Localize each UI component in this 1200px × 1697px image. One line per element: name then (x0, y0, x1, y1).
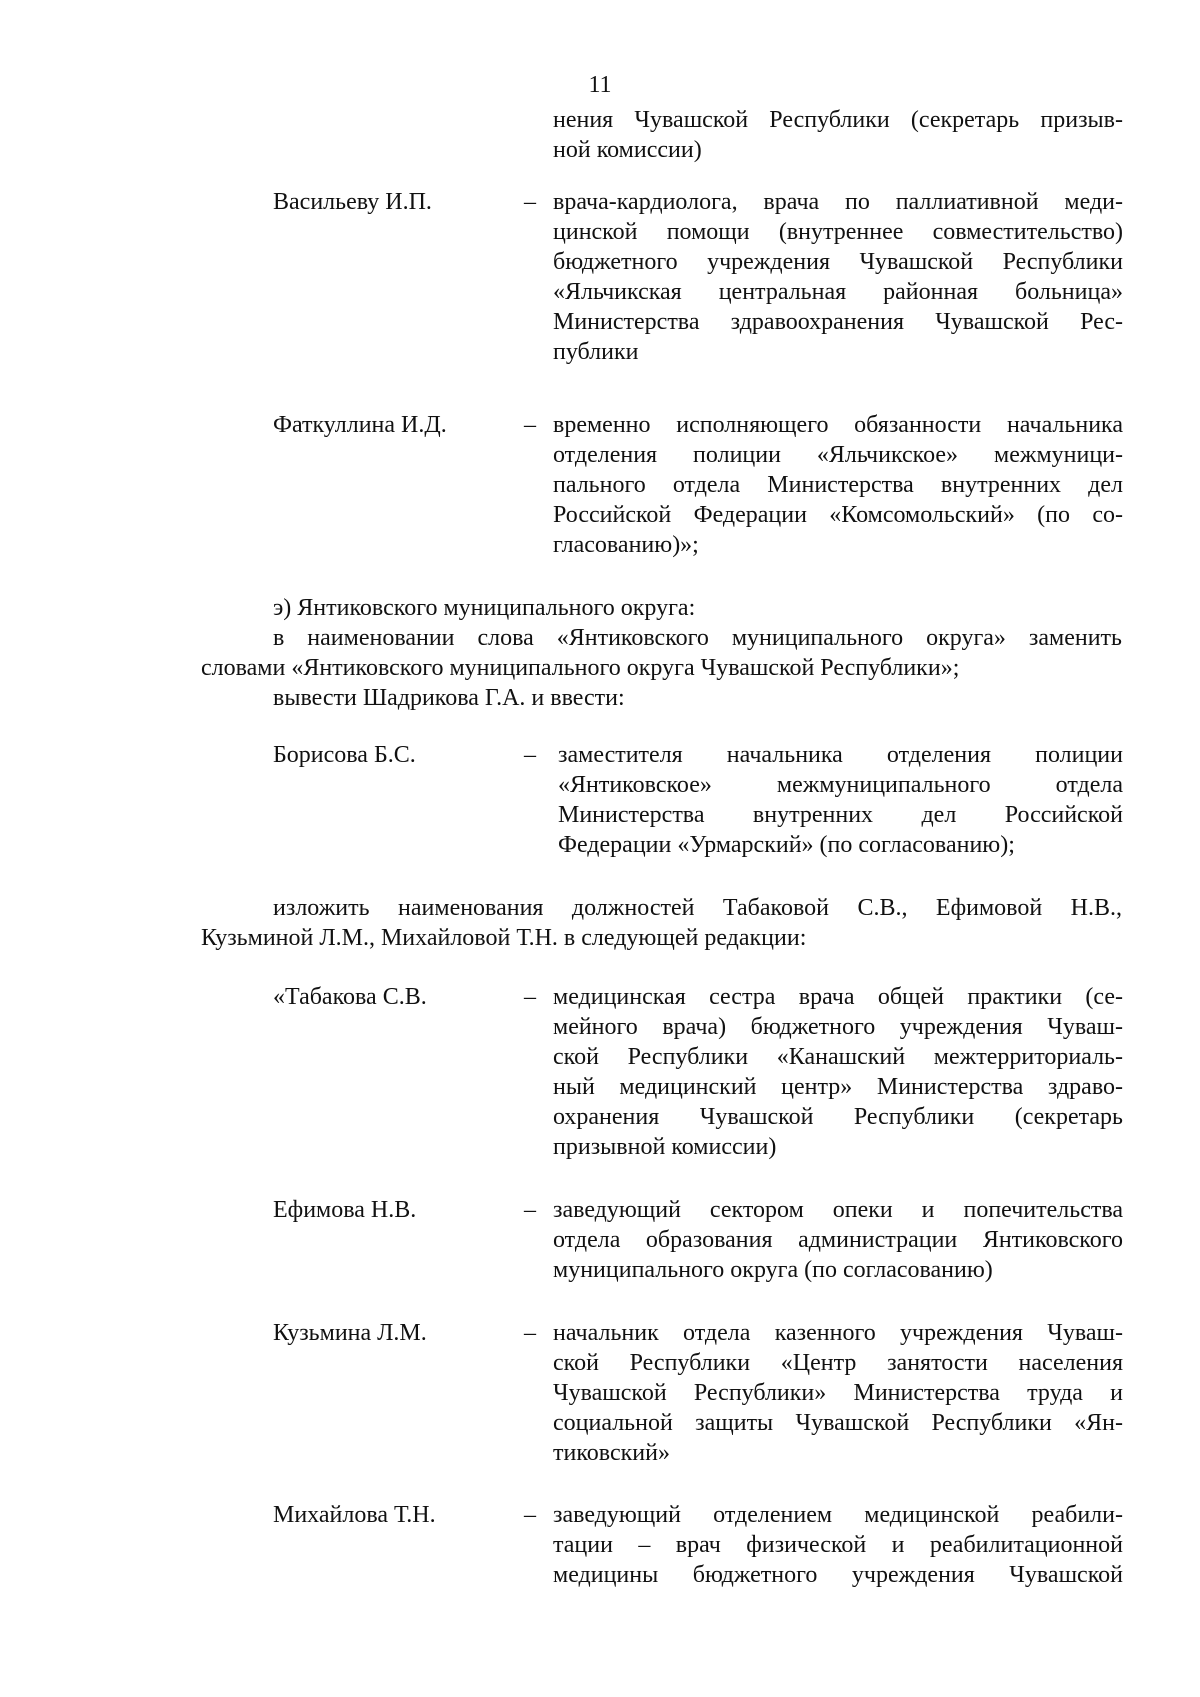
dash: – (524, 1320, 536, 1346)
member-name: Михайлова Т.Н. (273, 1502, 436, 1528)
paragraph-line: в наименовании слова «Янтиковского муниципального округа» заменить (273, 625, 1122, 651)
text-line: заместителя начальника отделения полиции (558, 742, 1123, 768)
text-line: Министерства внутренних дел Российской (558, 802, 1123, 828)
text-line: тации – врач физической и реабилитационной (553, 1532, 1123, 1558)
text-line: социальной защиты Чувашской Республики «Ян- (553, 1410, 1123, 1436)
member-entry (0, 410, 1200, 560)
member-entry (0, 1500, 1200, 1590)
text-line: цинской помощи (внутреннее совместительство) (553, 219, 1123, 245)
paragraph-line: изложить наименования должностей Табаковой С.В., Ефимовой Н.В., (273, 895, 1122, 921)
member-entry (0, 740, 1200, 860)
member-position (553, 187, 1123, 367)
member-name: Фаткуллина И.Д. (273, 412, 447, 438)
paragraph-line: словами «Янтиковского муниципального округа Чувашской Республики»; (201, 655, 960, 681)
paragraph-change (0, 893, 1200, 953)
text-line: Чувашской Республики» Министерства труда и (553, 1380, 1123, 1406)
continuation-entry (0, 105, 1200, 165)
text-line: Федерации «Урмарский» (по согласованию); (558, 832, 1015, 858)
dash: – (524, 984, 536, 1010)
text-line: ной комиссии) (553, 137, 702, 163)
dash: – (524, 189, 536, 215)
text-line: отдела образования администрации Янтиковского (553, 1227, 1123, 1253)
member-name: «Табакова С.В. (273, 984, 427, 1010)
text-line: ской Республики «Канашский межтерриториаль- (553, 1044, 1123, 1070)
member-name: Ефимова Н.В. (273, 1197, 417, 1223)
member-entry (0, 1195, 1200, 1285)
member-position (553, 410, 1123, 560)
text-line: публики (553, 339, 639, 365)
dash: – (524, 1197, 536, 1223)
text-line: отделения полиции «Яльчикское» межмуници- (553, 442, 1123, 468)
text-line: мейного врача) бюджетного учреждения Чуваш- (553, 1014, 1123, 1040)
text-line: врача-кардиолога, врача по паллиативной меди- (553, 189, 1123, 215)
paragraph-line: Кузьминой Л.М., Михайловой Т.Н. в следующей редакции: (201, 925, 807, 951)
member-position (553, 1318, 1123, 1468)
dash: – (524, 742, 536, 768)
text-line: медицинская сестра врача общей практики (се- (553, 984, 1123, 1010)
dash: – (524, 1502, 536, 1528)
member-position (553, 982, 1123, 1162)
text-line: нения Чувашской Республики (секретарь призыв- (553, 107, 1123, 133)
text-line: тиковский» (553, 1440, 670, 1466)
paragraph-yantikovo (0, 593, 1200, 713)
text-line: временно исполняющего обязанности начальника (553, 412, 1123, 438)
text-line: медицины бюджетного учреждения Чувашской (553, 1562, 1123, 1588)
text-line: гласованию)»; (553, 532, 699, 558)
text-line: бюджетного учреждения Чувашской Республики (553, 249, 1123, 275)
member-name: Борисова Б.С. (273, 742, 416, 768)
member-position (553, 1195, 1123, 1285)
member-name: Кузьмина Л.М. (273, 1320, 427, 1346)
text-line: начальник отдела казенного учреждения Чуваш- (553, 1320, 1123, 1346)
text-line: Министерства здравоохранения Чувашской Рес- (553, 309, 1123, 335)
member-name: Васильеву И.П. (273, 189, 432, 215)
text-line: ный медицинский центр» Министерства здраво- (553, 1074, 1123, 1100)
member-position (553, 1500, 1123, 1590)
text-line: Российской Федерации «Комсомольский» (по со- (553, 502, 1123, 528)
text-line: заведующий отделением медицинской реабили- (553, 1502, 1123, 1528)
text-line: ской Республики «Центр занятости населения (553, 1350, 1123, 1376)
member-position (558, 740, 1123, 860)
member-entry (0, 187, 1200, 367)
continuation-text (553, 105, 1123, 165)
dash: – (524, 412, 536, 438)
text-line: «Янтиковское» межмуниципального отдела (558, 772, 1123, 798)
text-line: пального отдела Министерства внутренних дел (553, 472, 1123, 498)
text-line: муниципального округа (по согласованию) (553, 1257, 993, 1283)
text-line: охранения Чувашской Республики (секретарь (553, 1104, 1123, 1130)
continuation-block (0, 105, 1200, 165)
text-line: призывной комиссии) (553, 1134, 777, 1160)
text-line: «Яльчикская центральная районная больница» (553, 279, 1123, 305)
text-line: заведующий сектором опеки и попечительства (553, 1197, 1123, 1223)
page-number: 11 (588, 72, 612, 98)
member-entry (0, 1318, 1200, 1468)
paragraph-line: вывести Шадрикова Г.А. и ввести: (273, 685, 625, 711)
paragraph-heading: э) Янтиковского муниципального округа: (273, 595, 696, 621)
member-entry (0, 982, 1200, 1162)
